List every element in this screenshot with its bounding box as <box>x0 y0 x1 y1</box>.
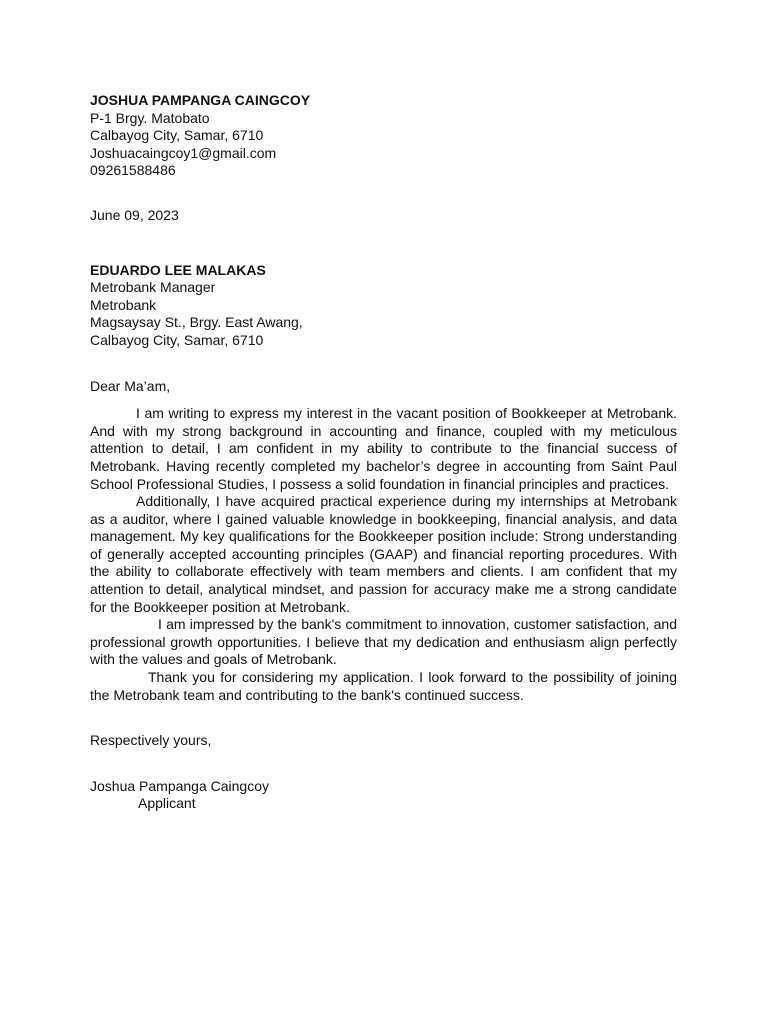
cover-letter <box>90 92 677 813</box>
sender-name: JOSHUA PAMPANGA CAINGCOY <box>90 92 311 108</box>
recipient-block <box>90 262 677 350</box>
letter-date: June 09, 2023 <box>90 206 179 223</box>
closing-block <box>90 732 677 750</box>
sender-address-line2: Calbayog City, Samar, 6710 <box>90 127 264 144</box>
recipient-title: Metrobank Manager <box>90 279 216 296</box>
recipient-address-line2: Calbayog City, Samar, 6710 <box>90 331 264 348</box>
recipient-address-line1: Magsaysay St., Brgy. East Awang, <box>90 314 303 331</box>
sender-block <box>90 92 677 180</box>
signature-block <box>90 778 677 813</box>
salutation: Dear Ma’am, <box>90 377 171 394</box>
date-block <box>90 207 677 225</box>
letter-body <box>90 405 677 704</box>
salutation-block <box>90 378 677 396</box>
recipient-name: EDUARDO LEE MALAKAS <box>90 261 266 278</box>
body-paragraph-3: I am impressed by the bank's commitment to innovation, customer satisfaction, and professional growth opportunities. I believe that my dedication and enthusiasm align perfectly with the values and goals of Metrobank. <box>90 616 677 668</box>
signature-name: Joshua Pampanga Caingcoy <box>90 777 270 794</box>
recipient-company: Metrobank <box>90 296 157 313</box>
closing: Respectively yours, <box>90 732 212 749</box>
sender-phone: 09261588486 <box>90 162 176 179</box>
sender-email: Joshuacaingcoy1@gmail.com <box>90 144 277 161</box>
body-paragraph-4: Thank you for considering my application. I look forward to the possibility of joining the Metrobank team and contributing to the bank's continued success. <box>90 669 677 703</box>
signature-title: Applicant <box>138 795 196 812</box>
sender-address-line1: P-1 Brgy. Matobato <box>90 109 210 126</box>
body-paragraph-2: Additionally, I have acquired practical experience during my internships at Metrobank as a auditor, where I gained valuable knowledge in bookkeeping, financial analysis, and data management. My key qualifications for the Bookkeeper position include: Strong understanding of generally accepted accounting principles (GAAP) and financial reporting procedures. With the ability to collaborate effectively with team members and clients. I am confident that my attention to detail, analytical mindset, and passion for accuracy make me a strong candidate for the Bookkeeper position at Metrobank. <box>90 493 677 615</box>
body-paragraph-1: I am writing to express my interest in the vacant position of Bookkeeper at Metrobank. And with my strong background in accounting and finance, coupled with my meticulous attention to detail, I am confident in my ability to contribute to the financial success of Metrobank. Having recently completed my bachelor’s degree in accounting from Saint Paul School Professional Studies, I possess a solid foundation in financial principles and practices. <box>90 405 677 492</box>
